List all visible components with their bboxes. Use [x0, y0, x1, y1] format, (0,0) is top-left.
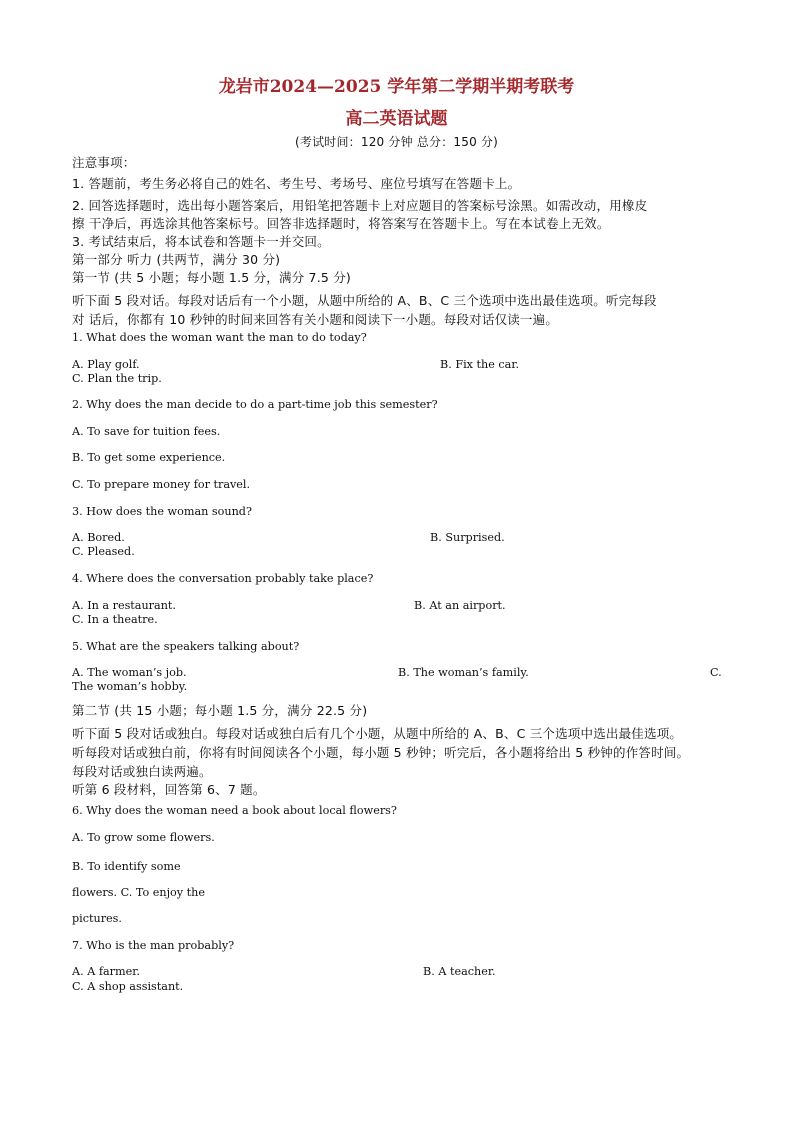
section1-instruction-line1: 听下面 5 段对话。每段对话后有一个小题，从题中所给的 A、B、C 三个选项中选出最佳选项。听完每段 — [72, 293, 657, 308]
note-2-line1: 2. 回答选择题时，选出每小题答案后，用铅笔把答题卡上对应题目的答案标号涂黑。如需改动，用橡皮 — [72, 198, 648, 213]
q6-option-c-line2: pictures. — [72, 912, 122, 925]
q2-option-a: A. To save for tuition fees. — [72, 425, 221, 438]
section1-instruction-line2: 对 话后，你都有 10 秒钟的时间来回答有关小题和阅读下一小题。每段对话仅读一遍。 — [72, 312, 559, 327]
q5-option-a: A. The woman’s job. — [72, 666, 187, 679]
section1-heading: 第一节 (共 5 小题；每小题 1.5 分，满分 7.5 分) — [72, 270, 351, 285]
q1-option-a: A. Play golf. — [72, 358, 140, 371]
q5-option-c-text: The woman’s hobby. — [72, 680, 188, 693]
q3-option-a: A. Bored. — [72, 531, 125, 544]
part1-heading: 第一部分 听力 (共两节，满分 30 分) — [72, 252, 281, 267]
exam-title: 龙岩市2024—2025 学年第二学期半期考联考 — [218, 77, 575, 97]
q4-option-a: A. In a restaurant. — [72, 599, 176, 612]
q4-option-b: B. At an airport. — [414, 599, 506, 612]
q1-stem: 1. What does the woman want the man to do today? — [72, 331, 367, 344]
exam-info: (考试时间：120 分钟 总分：150 分) — [294, 135, 499, 149]
section2-instruction-line2: 听每段对话或独白前，你将有时间阅读各个小题，每小题 5 秒钟；听完后，各小题将给出 5 秒钟的作答时间。 — [72, 745, 690, 760]
note-2-line2: 擦 干净后，再选涂其他答案标号。回答非选择题时，将答案写在答题卡上。写在本试卷上无效。 — [72, 216, 610, 231]
q5-option-c-prefix: C. — [710, 666, 722, 679]
q2-option-c: C. To prepare money for travel. — [72, 478, 251, 491]
q1-option-c: C. Plan the trip. — [72, 372, 162, 385]
q7-stem: 7. Who is the man probably? — [72, 939, 235, 952]
q6-option-b-line1: B. To identify some — [72, 860, 181, 873]
q4-stem: 4. Where does the conversation probably take place? — [72, 572, 374, 585]
q5-option-b: B. The woman’s family. — [398, 666, 529, 679]
note-1: 1. 答题前，考生务必将自己的姓名、考生号、考场号、座位号填写在答题卡上。 — [72, 176, 521, 191]
q7-option-b: B. A teacher. — [423, 965, 496, 978]
notes-heading: 注意事项： — [72, 155, 136, 170]
note-3: 3. 考试结束后，将本试卷和答题卡一并交回。 — [72, 234, 330, 249]
material-6-heading: 听第 6 段材料，回答第 6、7 题。 — [72, 782, 266, 797]
q1-option-b: B. Fix the car. — [440, 358, 520, 371]
q3-option-b: B. Surprised. — [430, 531, 505, 544]
section2-heading: 第二节 (共 15 小题；每小题 1.5 分，满分 22.5 分) — [72, 703, 368, 718]
section2-instruction-line3: 每段对话或独白读两遍。 — [72, 764, 212, 779]
q2-option-b: B. To get some experience. — [72, 451, 226, 464]
section2-instruction-line1: 听下面 5 段对话或独白。每段对话或独白后有几个小题，从题中所给的 A、B、C 三个选项中选出最佳选项。 — [72, 726, 683, 741]
q6-option-a: A. To grow some flowers. — [72, 831, 215, 844]
q6-stem: 6. Why does the woman need a book about local flowers? — [72, 804, 397, 817]
q3-option-c: C. Pleased. — [72, 545, 135, 558]
q4-option-c: C. In a theatre. — [72, 613, 158, 626]
q5-stem: 5. What are the speakers talking about? — [72, 640, 300, 653]
q7-option-a: A. A farmer. — [72, 965, 140, 978]
q3-stem: 3. How does the woman sound? — [72, 505, 252, 518]
exam-subtitle: 高二英语试题 — [345, 109, 448, 129]
q7-option-c: C. A shop assistant. — [72, 980, 184, 993]
q2-stem: 2. Why does the man decide to do a part-time job this semester? — [72, 398, 438, 411]
q6-option-b-line2: flowers. C. To enjoy the — [72, 886, 205, 899]
